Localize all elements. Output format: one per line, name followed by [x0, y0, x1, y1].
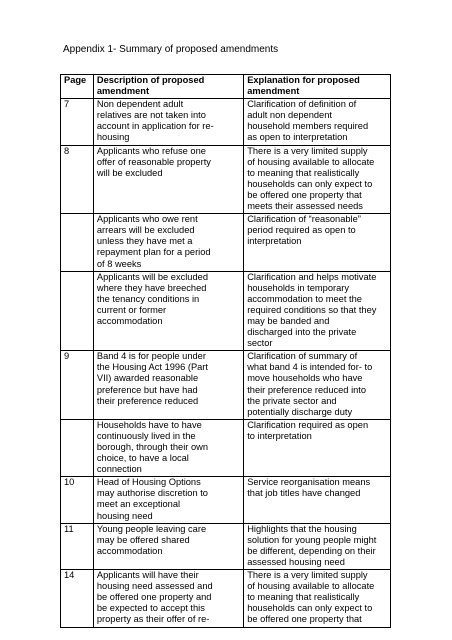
header-description: Description of proposed amendment — [93, 75, 243, 99]
description-cell: Applicants who refuse one offer of reasonable property will be excluded — [93, 145, 243, 214]
description-cell: Applicants will have their housing need assessed and be offered one property and be expected to accept this property as their offer of re- — [93, 570, 243, 627]
table-row — [61, 419, 391, 476]
page-cell — [61, 419, 94, 476]
explanation-cell: Clarification required as open to interpretation — [244, 419, 391, 476]
description-cell: Applicants who owe rent arrears will be excluded unless they have met a repayment plan for a period of 8 weeks — [93, 214, 243, 271]
explanation-cell: Clarification of “reasonable” period required as open to interpretation — [244, 214, 391, 271]
table-row — [61, 99, 391, 145]
page-cell: 7 — [61, 99, 94, 145]
table-header-row — [61, 75, 391, 99]
explanation-cell: There is a very limited supply of housing available to allocate to meaning that realistically households can only expect to be offered one property that meets their assessed needs — [244, 145, 391, 214]
table-row — [61, 214, 391, 271]
description-cell: Households have to have continuously lived in the borough, through their own choice, to have a local connection — [93, 419, 243, 476]
table-row — [61, 351, 391, 420]
explanation-cell: Clarification of summary of what band 4 is intended for- to move households who have their preference reduced into the private sector and potentially discharge duty — [244, 351, 391, 420]
page-cell — [61, 214, 94, 271]
explanation-cell: Clarification and helps motivate households in temporary accommodation to meet the required conditions so that they may be banded and discharged into the private sector — [244, 271, 391, 351]
table-row — [61, 570, 391, 627]
page-cell — [61, 271, 94, 351]
explanation-cell: Clarification of definition of adult non dependent household members required as open to interpretation — [244, 99, 391, 145]
page-cell: 11 — [61, 523, 94, 569]
page-cell: 9 — [61, 351, 94, 420]
description-cell: Band 4 is for people under the Housing Act 1996 (Part VII) awarded reasonable preference but have had their preference reduced — [93, 351, 243, 420]
header-explanation: Explanation for proposed amendment — [244, 75, 391, 99]
explanation-cell: Service reorganisation means that job titles have changed — [244, 477, 391, 523]
document-title: Appendix 1- Summary of proposed amendments — [63, 44, 279, 55]
table-row — [61, 271, 391, 351]
table-row — [61, 477, 391, 523]
page-cell: 8 — [61, 145, 94, 214]
table-row — [61, 523, 391, 569]
header-page: Page — [61, 75, 94, 99]
table-row — [61, 145, 391, 214]
page-cell: 10 — [61, 477, 94, 523]
page-cell: 14 — [61, 570, 94, 627]
description-cell: Applicants will be excluded where they have breeched the tenancy conditions in current or former accommodation — [93, 271, 243, 351]
explanation-cell: Highlights that the housing solution for young people might be different, depending on their assessed housing need — [244, 523, 391, 569]
description-cell: Non dependent adult relatives are not taken into account in application for re- housing — [93, 99, 243, 145]
description-cell: Head of Housing Options may authorise discretion to meet an exceptional housing need — [93, 477, 243, 523]
amendments-table — [60, 74, 391, 628]
description-cell: Young people leaving care may be offered shared accommodation — [93, 523, 243, 569]
explanation-cell: There is a very limited supply of housing available to allocate to meaning that realistically households can only expect to be offered one property that — [244, 570, 391, 627]
